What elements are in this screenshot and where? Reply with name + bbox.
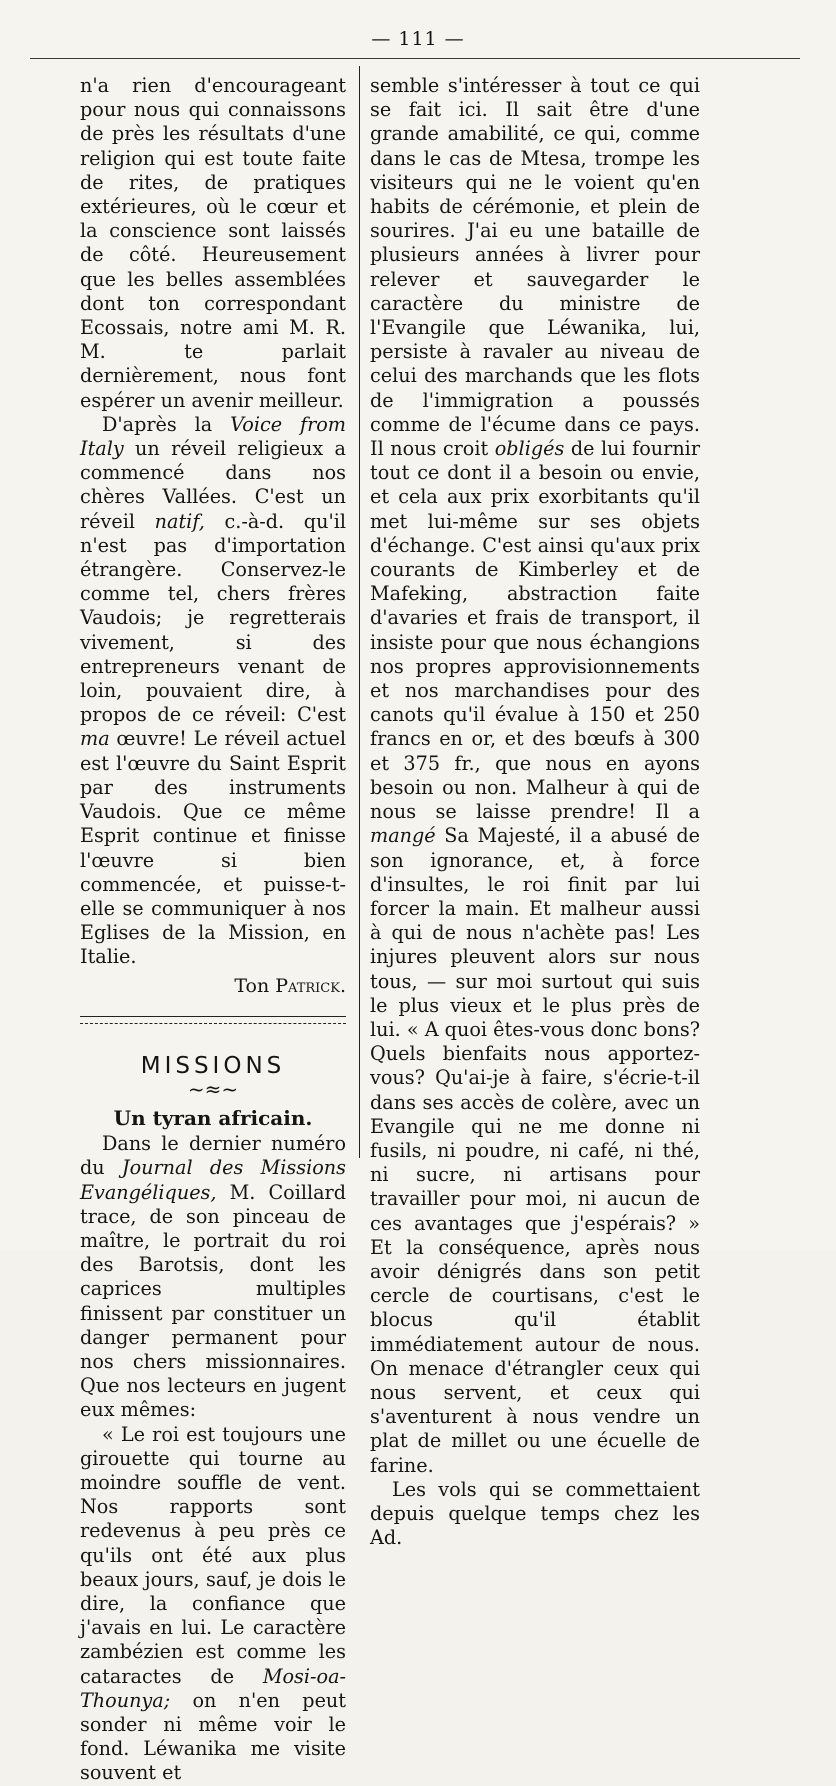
left-paragraph-4 [80,1423,346,1786]
italic-place-name: Mosi-oa-Thounya; [80,1664,346,1712]
text-span: de lui fournir tout ce dont il a besoin ou envie, et cela aux prix exorbitants qu'il met lui-même sur ses objets d'échange. C'est ainsi qu'aux prix courants de Kimberley et de Mafeking, abstraction faite d'avaries et frais de transport, il insiste pour que nous échangions nos propres approvisionnements et nos marchandises pour des canots qu'il évalue à 150 et 250 francs en or, et des bœufs à 300 et 375 fr., que nous en ayons besoin ou non. Malheur à qui de nous se laisse prendre! Il a [370,437,700,824]
left-column [80,74,346,1786]
section-title: MISSIONS [140,1052,286,1079]
text-span: Sa Majesté, il a abusé de son ignorance, et, à force d'insultes, le roi finit par lui forcer la main. Et malheur aussi à qui de nous n'achète pas! Les injures pleuvent alors sur nous tous, — sur moi surtout qui suis le plus vieux et le plus près de lui. « A quoi êtes-vous donc bons? Quels bienfaits nous apportez-vous? Qu'ai-je à faire, s'écrie-t-il dans ses accès de colère, avec un Evangile qui ne me donne ni fusils, ni poudre, ni café, ni thé, ni sucre, ni artisans pour travailler pour moi, ni aucun de ces avantages que j'espérais? » Et la conséquence, après nous avoir dénigrés dans son petit cercle de courtisans, c'est le blocus qu'il établit immédiatement autour de nous. On menace d'étrangler ceux qui nous servent, et ceux qui s'aventurent à nous vendre un plat de millet ou une écuelle de farine. [370,824,700,1477]
signature-first: Ton [234,974,276,997]
text-span: œuvre! Le réveil actuel est l'œuvre du Saint Esprit par des instruments Vaudois. Que ce même Esprit continue et finisse l'œuvre si bien commencée, et puisse-t-elle se communiquer à nos Eglises de la Mission, en Italie. [80,727,346,969]
italic-title-voice-from-italy: Voice from Italy [80,412,346,461]
italic-word-natif: natif, [154,509,205,533]
signature [80,974,346,998]
left-paragraph-3 [80,1132,346,1422]
text-span: semble s'intéresser à tout ce qui se fait ici. Il sait être d'une grande amabilité, ce qui, comme dans le cas de Mtesa, trompe les visiteurs qui ne le voient qu'en habits de cérémonie, et plein de sourires. J'ai eu une bataille de plusieurs années à livrer pour relever et sauvegarder le caractère du ministre de l'Evangile que Léwanika, lui, persiste à ravaler au niveau de celui des marchands que les flots de l'immigration a poussés comme de l'écume dans ce pays. Il nous croit [370,74,700,461]
italic-word-ma: ma [80,727,110,751]
page-number: — 111 — [371,28,465,50]
signature-last: Patrick. [275,974,346,997]
section-divider-top [80,1016,346,1017]
header-rule [30,58,800,59]
article-title: Un tyran africain. [113,1105,313,1130]
text-span: on n'en peut sonder ni même voir le fond. Léwanika me visite souvent et [80,1688,346,1785]
text-span: « Le roi est toujours une girouette qui tourne au moindre souffle de vent. Nos rapports sont redevenus à peu près ce qu'ils ont été aux plus beaux jours, sauf, je dois le dire, la confiance que j'avais en lui. Le caractère zambézien est comme les cataractes de [80,1422,346,1688]
text-span: Dans le dernier numéro du [80,1132,346,1180]
left-paragraph-2 [80,413,346,970]
text-span: un réveil religieux a commencé dans nos chères Vallées. C'est un réveil [80,437,346,533]
left-paragraph-1: n'a rien d'encourageant pour nous qui connaissons de près les résultats d'une religion qui est toute faite de rites, de pratiques extérieures, où le cœur et la conscience sont laissés de côté. Heureusement que les belles assemblées dont ton correspondant Ecossais, notre ami M. R. M. te parlait dernièrement, nous font espérer un avenir meilleur. [80,74,346,412]
ornament-flourish: ~≈~ [187,1076,239,1101]
italic-word-mange: mangé [370,824,436,848]
column-divider [359,66,360,1158]
right-column [370,74,700,1550]
right-paragraph-1 [370,74,700,1478]
right-paragraph-2: Les vols qui se commettaient depuis quelque temps chez les Ad. [370,1477,700,1550]
italic-journal-title: Journal des Missions Evangéliques, [80,1156,346,1204]
text-span: M. Coillard trace, de son pinceau de maître, le portrait du roi des Barotsis, dont les caprices multiples finissent par constituer un danger permanent pour nos chers missionnaires. Que nos lecteurs en jugent eux mêmes: [80,1180,346,1422]
text-span: c.-à-d. qu'il n'est pas d'importation étrangère. Conservez-le comme tel, chers frères Vaudois; je regretterais vivement, si des entrepreneurs venant de loin, pouvaient dire, à propos de ce réveil: C'est [80,509,346,727]
text-span: D'après la [102,412,231,436]
section-divider-bottom [80,1023,346,1024]
italic-word-obliges: obligés [494,437,565,461]
